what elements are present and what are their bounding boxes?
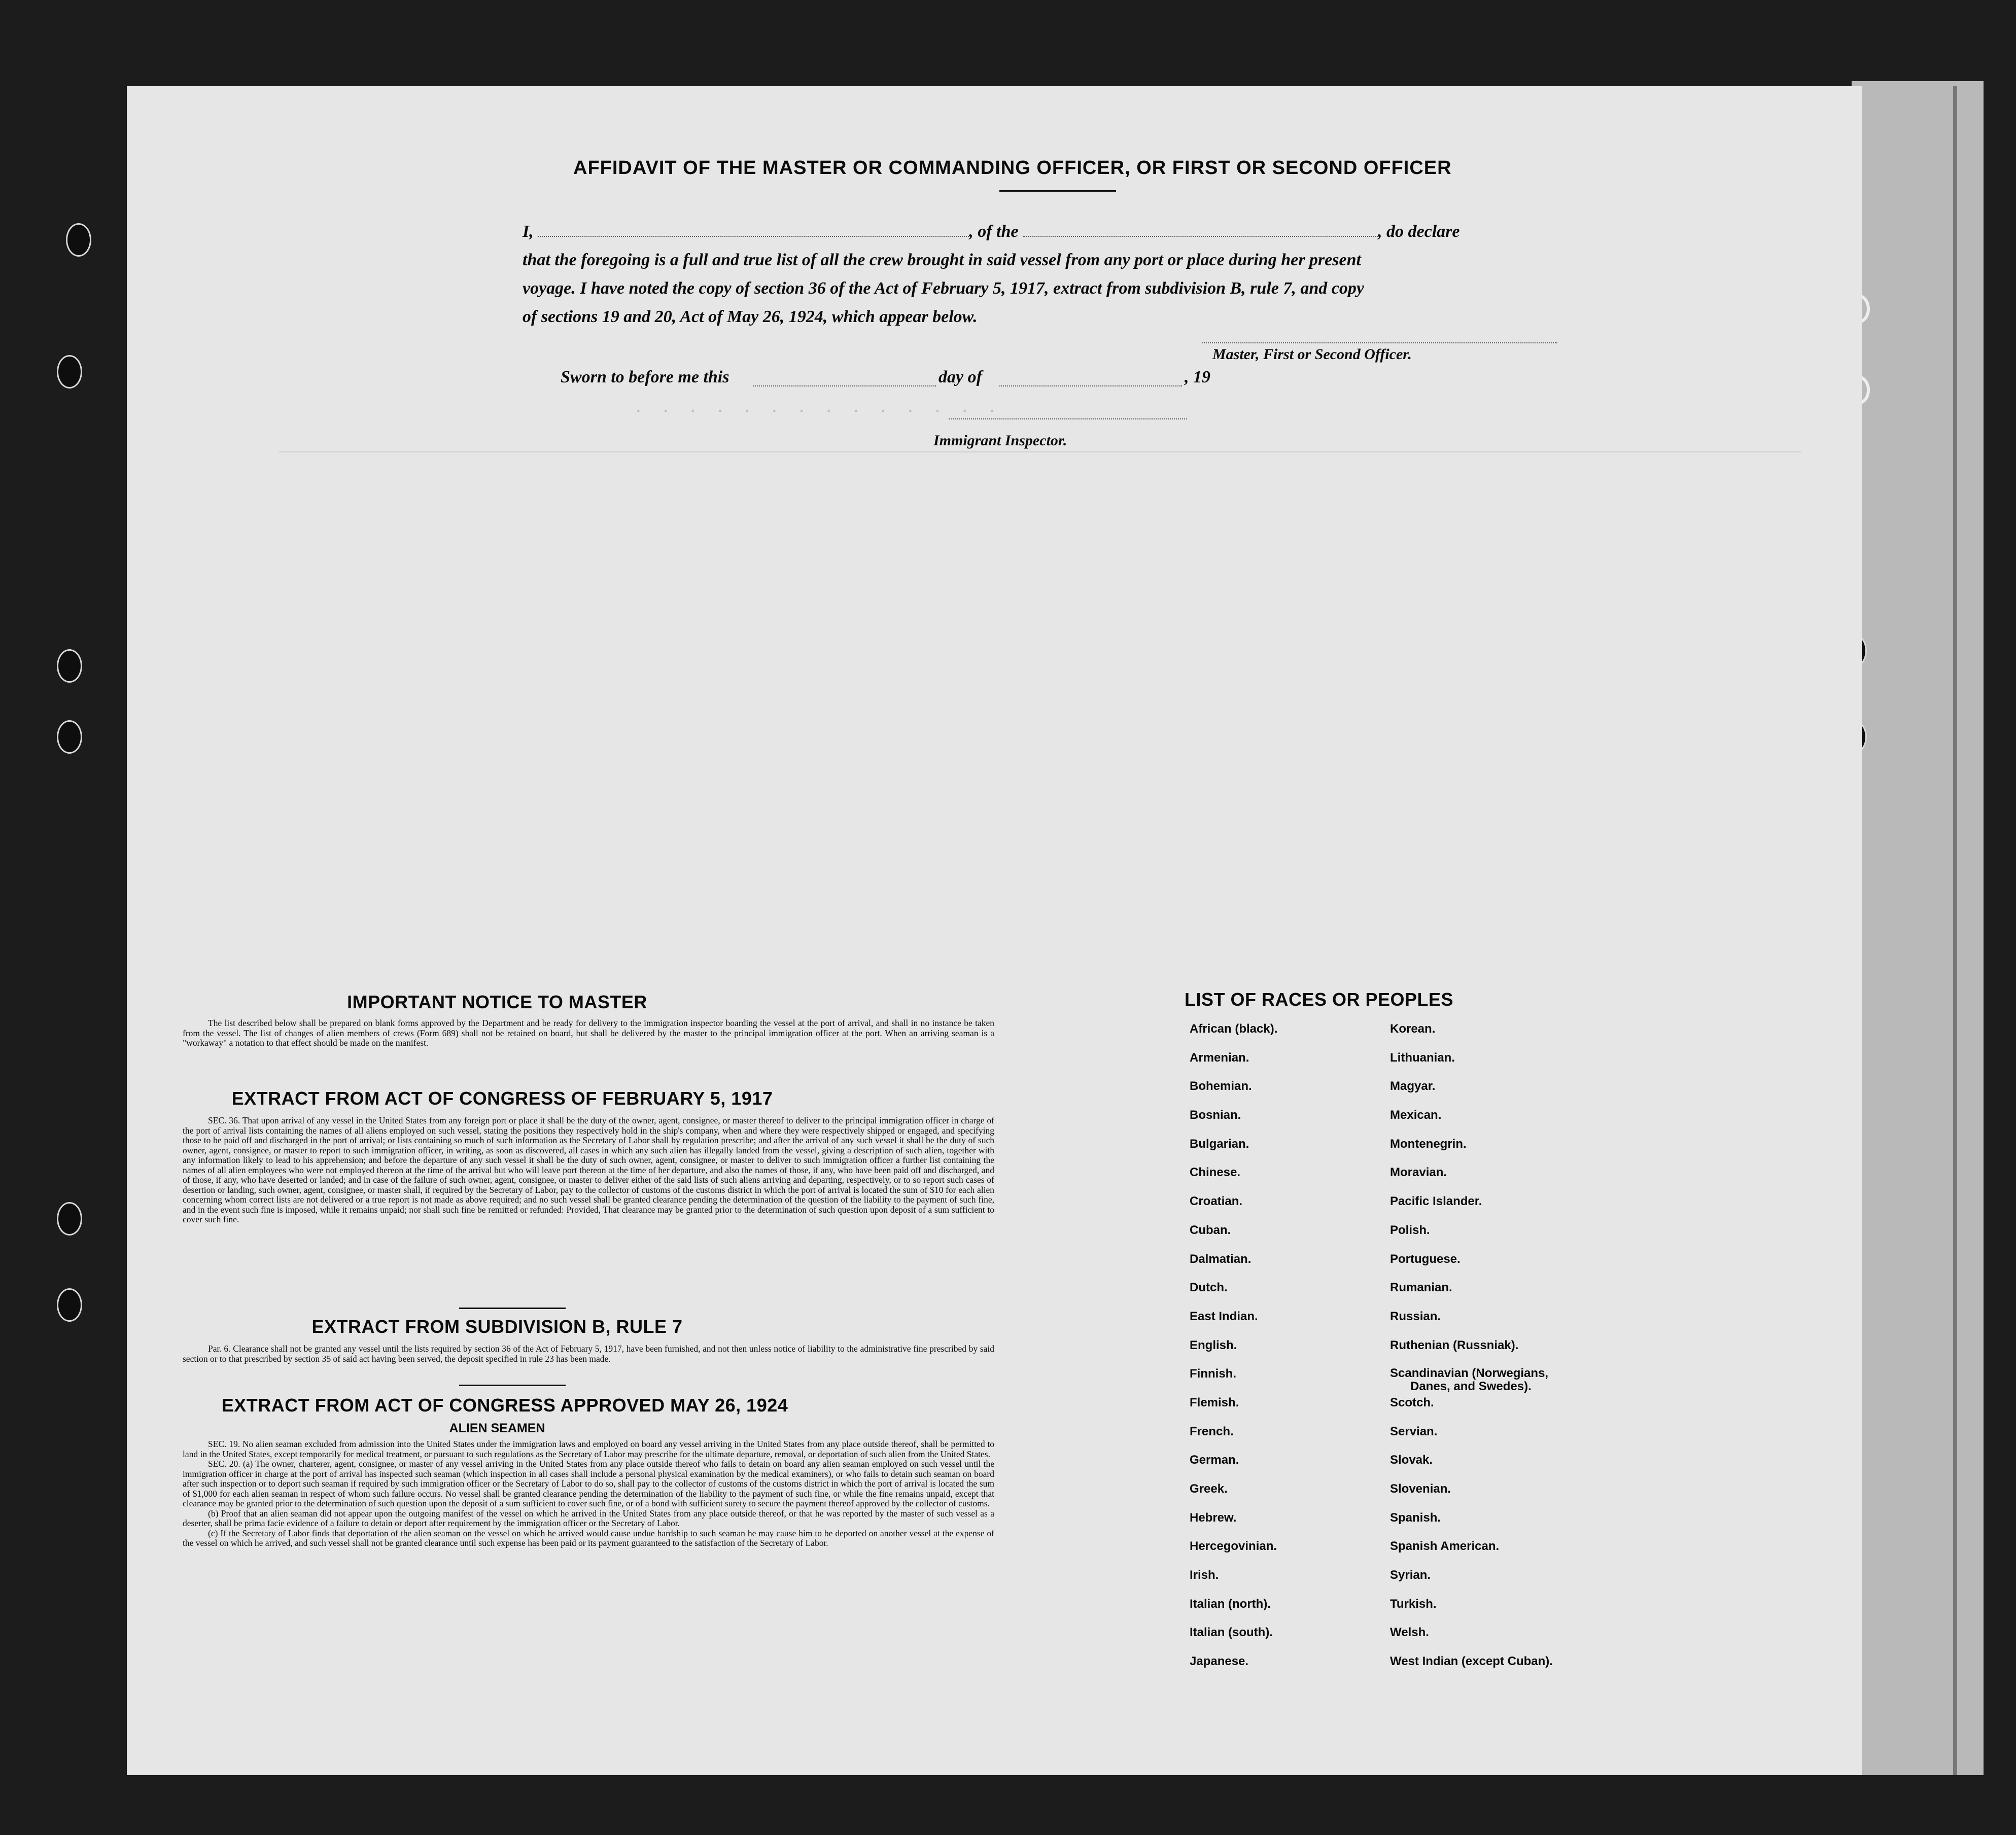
notice-to-master-body xyxy=(183,1018,994,1048)
notice-to-master-title: IMPORTANT NOTICE TO MASTER xyxy=(347,992,647,1012)
alien-seamen-subtitle: ALIEN SEAMEN xyxy=(449,1421,545,1435)
race-label: Scotch. xyxy=(1390,1395,1434,1409)
race-item xyxy=(1190,1281,1277,1310)
sworn-day-of: day of xyxy=(939,368,982,386)
affidavit-line-1 xyxy=(523,219,1628,244)
section-divider xyxy=(459,1308,566,1309)
race-item xyxy=(1190,1079,1277,1108)
race-label: Chinese. xyxy=(1190,1166,1241,1180)
race-item xyxy=(1190,1252,1277,1281)
race-label: Dutch. xyxy=(1190,1281,1228,1295)
race-item xyxy=(1190,1367,1277,1396)
binding-hole xyxy=(57,720,82,754)
affidavit-title: AFFIDAVIT OF THE MASTER OR COMMANDING OFFICER, OR FIRST OR SECOND OFFICER xyxy=(573,157,1452,179)
race-label: Italian (north). xyxy=(1190,1597,1271,1611)
race-label: Polish. xyxy=(1390,1223,1430,1237)
race-label: Spanish American. xyxy=(1390,1539,1500,1554)
sec19-paragraph: SEC. 19. No alien seaman excluded from admission into the United States under the immigration laws and employed on board any vessel arriving in the United States from any place outside thereof, shall be permitted to land in the United States, except temporarily for medical treatment, or pursuant to such regulations as the Secretary of Labor may prescribe for the ultimate departure, removal, or deportation of such alien from the United States. xyxy=(183,1439,994,1459)
race-item xyxy=(1190,1338,1277,1367)
race-label: French. xyxy=(1190,1424,1234,1438)
race-label: Dalmatian. xyxy=(1190,1252,1252,1266)
race-item xyxy=(1190,1511,1277,1540)
race-item xyxy=(1190,1223,1277,1252)
races-title: LIST OF RACES OR PEOPLES xyxy=(1184,989,1454,1010)
race-label: Magyar. xyxy=(1390,1079,1436,1093)
race-label: Turkish. xyxy=(1390,1597,1437,1611)
race-label: English. xyxy=(1190,1338,1237,1352)
extract-rule7-body xyxy=(183,1344,994,1364)
title-underline xyxy=(999,190,1116,192)
sec20a-paragraph: SEC. 20. (a) The owner, charterer, agent, consignee, or master of any vessel arriving in the United States from any place outside thereof who fails to detain on board any alien seaman employed on such vessel until the immigration officer in charge at the port of arrival has inspected such seaman (which inspection in all cases shall include a personal physical examination by the medical examiners), or who fails to detain such seaman on board after such inspection or to deport such seaman if required by such immigration officer or the Secretary of Labor to do so, shall pay to the collector of customs of the customs district in which the port of arrival is located the sum of $1,000 for each alien seaman in respect of whom such failure occurs. No vessel shall be granted clearance pending the determination of the liability to the payment of such fine, or while the fine remains unpaid, except that clearance may be granted prior to the determination of such question upon the deposit of a sum sufficient to cover such fine, or of a bond with sufficient surety to secure the payment thereof approved by the collector of customs. xyxy=(183,1459,994,1508)
race-item xyxy=(1390,1654,1553,1683)
race-label: Japanese. xyxy=(1190,1654,1249,1669)
race-item xyxy=(1190,1482,1277,1511)
race-item xyxy=(1390,1166,1553,1194)
extract-1924-body xyxy=(183,1439,994,1548)
race-item xyxy=(1390,1568,1553,1597)
race-label: Korean. xyxy=(1390,1022,1436,1036)
race-label: Greek. xyxy=(1190,1482,1228,1496)
page-edge-shadow xyxy=(1953,86,1957,1775)
race-label: Servian. xyxy=(1390,1424,1438,1438)
race-item xyxy=(1390,1367,1553,1396)
extract-rule7-title: EXTRACT FROM SUBDIVISION B, RULE 7 xyxy=(311,1316,683,1337)
race-label: Portuguese. xyxy=(1390,1252,1461,1266)
race-item xyxy=(1190,1194,1277,1223)
sec20b-paragraph: (b) Proof that an alien seaman did not appear upon the outgoing manifest of the vessel on which he arrived in the United States from any place outside thereof, or that he was reported by the master of such vessel as a deserter, shall be prima facie evidence of a failure to detain or deport after requirement by the immigration officer or the Secretary of Labor. xyxy=(183,1508,994,1528)
race-label: Rumanian. xyxy=(1390,1281,1452,1295)
races-left-column xyxy=(1190,1022,1277,1683)
section-divider xyxy=(459,1385,566,1386)
race-item xyxy=(1190,1051,1277,1080)
binding-hole xyxy=(57,1202,82,1236)
race-item xyxy=(1390,1482,1553,1511)
race-item xyxy=(1390,1310,1553,1338)
affidavit-line-3: voyage. I have noted the copy of section 36 of the Act of February 5, 1917, extract from subdivision B, rule 7, and copy xyxy=(523,279,1364,298)
race-item xyxy=(1190,1597,1277,1626)
affidavit-i: I, xyxy=(523,222,534,241)
affidavit-line-2: that the foregoing is a full and true list of all the crew brought in said vessel from any port or place during her present xyxy=(523,251,1361,269)
binding-hole xyxy=(57,649,82,683)
race-label: Ruthenian (Russniak). xyxy=(1390,1338,1519,1352)
race-label: Hercegovinian. xyxy=(1190,1539,1277,1554)
sworn-month-blank xyxy=(999,385,1182,386)
inspector-signature-line xyxy=(949,418,1187,419)
race-label: Welsh. xyxy=(1390,1626,1429,1640)
race-label: Montenegrin. xyxy=(1390,1137,1467,1151)
bleed-through-grid xyxy=(279,451,1801,1061)
sworn-prefix: Sworn to before me this xyxy=(561,368,729,386)
race-label: Lithuanian. xyxy=(1390,1050,1455,1065)
race-item xyxy=(1390,1079,1553,1108)
race-label: Cuban. xyxy=(1190,1223,1231,1237)
race-item xyxy=(1390,1396,1553,1425)
race-label: Spanish. xyxy=(1390,1510,1441,1525)
race-label: Pacific Islander. xyxy=(1390,1194,1482,1209)
race-label: Scandinavian (Norwegians, xyxy=(1390,1366,1549,1381)
sec20c-paragraph: (c) If the Secretary of Labor finds that deportation of the alien seaman on the vessel on which he arrived would cause undue hardship to such seaman he may cause him to be deported on another vessel at the expense of the vessel on which he arrived, and such vessel shall not be granted clearance until such expense has been paid or its payment guaranteed to the satisfaction of the Secretary of Labor. xyxy=(183,1528,994,1548)
race-item xyxy=(1390,1539,1553,1568)
race-label: German. xyxy=(1190,1453,1239,1467)
sec36-paragraph: SEC. 36. That upon arrival of any vessel in the United States from any foreign port or place it shall be the duty of the owner, agent, consignee, or master thereof to deliver to the principal immigration officer in charge of the port of arrival lists containing the names of all aliens employed on such vessel, stating the positions they respectively hold in the ship's company, when and where they were respectively shipped or engaged, and specifying those to be paid off and discharged in the port of arrival; or lists containing so much of such information as the Secretary of Labor shall by regulation prescribe; and after the arrival of any such vessel it shall be the duty of such owner, agent, consignee, or master to report to such immigration officer, in writing, as soon as discovered, all cases in which any such alien has illegally landed from the vessel, giving a description of such alien, together with any information likely to lead to his apprehension; and before the departure of any such vessel it shall be the duty of such owner, agent, consignee, or master to deliver to such immigration officer a further list containing the names of all alien employees who were not employed thereon at the time of the arrival but who will leave port thereon at the time of her departure, and also the names of those, if any, who have been paid off and discharged, and of those, if any, who have deserted or landed; and in case of the failure of such owner, agent, consignee, or master to deliver either of the said lists of such aliens arriving and departing, respectively, or to so report such cases of desertion or landing, such owner, agent, consignee, or master shall, if required by the Secretary of Labor, pay to the collector of customs of the customs district in which the port of arrival is located the sum of $10 for each alien concerning whom correct lists are not delivered or a true report is not made as above required; and no such vessel shall be granted clearance pending the determination of the question of the liability to the payment of such fine, and in the event such fine is imposed, while it remains unpaid; nor shall such fine be remitted or refunded: Provided, That clearance may be granted prior to the determination of such question upon deposit of a sum sufficient to cover such fine. xyxy=(183,1115,994,1224)
race-label: Irish. xyxy=(1190,1568,1219,1582)
master-signature-line xyxy=(1202,342,1557,343)
affidavit-line-4: of sections 19 and 20, Act of May 26, 1924, which appear below. xyxy=(523,307,978,326)
race-label: Bulgarian. xyxy=(1190,1137,1249,1151)
race-label-continued: Danes, and Swedes). xyxy=(1410,1380,1532,1394)
race-label: Italian (south). xyxy=(1190,1626,1273,1640)
race-label: Bosnian. xyxy=(1190,1108,1241,1122)
race-item xyxy=(1190,1137,1277,1166)
race-label: West Indian (except Cuban). xyxy=(1390,1654,1553,1669)
notice-paragraph: The list described below shall be prepared on blank forms approved by the Department and be ready for delivery to the immigration inspector boarding the vessel at the port of arrival, and shall in no instance be taken from the vessel. The list of changes of alien members of crews (Form 689) shall not be retained on board, but shall be delivered by the master to the principal immigration officer at the port. When an arriving seaman is a "workaway" a notation to that effect should be made on the manifest. xyxy=(183,1018,994,1048)
race-label: East Indian. xyxy=(1190,1309,1258,1323)
race-label: Syrian. xyxy=(1390,1568,1431,1582)
race-item xyxy=(1190,1626,1277,1654)
binding-hole xyxy=(66,223,91,257)
race-label: African (black). xyxy=(1190,1022,1278,1036)
race-label: Slovenian. xyxy=(1390,1482,1451,1496)
race-item xyxy=(1190,1453,1277,1482)
bleed-through-text: . . . . . . . . . . . . . . xyxy=(634,401,1001,416)
race-item xyxy=(1390,1511,1553,1540)
extract-1924-title: EXTRACT FROM ACT OF CONGRESS APPROVED MAY 26, 1924 xyxy=(221,1395,788,1416)
race-label: Finnish. xyxy=(1190,1367,1236,1381)
sworn-year: , 19 xyxy=(1185,368,1210,386)
race-item xyxy=(1390,1252,1553,1281)
race-item xyxy=(1390,1022,1553,1051)
binding-hole xyxy=(57,355,82,389)
race-item xyxy=(1190,1425,1277,1454)
race-item xyxy=(1190,1108,1277,1137)
race-item xyxy=(1390,1281,1553,1310)
race-item xyxy=(1390,1108,1553,1137)
affidavit-declare: , do declare xyxy=(1378,222,1460,241)
race-item xyxy=(1390,1137,1553,1166)
race-label: Russian. xyxy=(1390,1309,1441,1323)
document-page xyxy=(127,86,1862,1775)
race-label: Mexican. xyxy=(1390,1108,1442,1122)
race-item xyxy=(1190,1166,1277,1194)
race-label: Bohemian. xyxy=(1190,1079,1252,1093)
race-item xyxy=(1390,1597,1553,1626)
inspector-caption: Immigrant Inspector. xyxy=(933,432,1067,449)
extract-1917-body xyxy=(183,1116,994,1225)
race-label: Armenian. xyxy=(1190,1050,1249,1065)
affidavit-of-the: , of the xyxy=(969,222,1019,241)
race-item xyxy=(1190,1568,1277,1597)
binding-hole xyxy=(57,1288,82,1322)
race-label: Flemish. xyxy=(1190,1395,1239,1409)
race-item xyxy=(1390,1338,1553,1367)
underlying-sheet-edge xyxy=(1852,81,1984,1775)
race-item xyxy=(1190,1396,1277,1425)
race-item xyxy=(1390,1425,1553,1454)
extract-1917-title: EXTRACT FROM ACT OF CONGRESS OF FEBRUARY 5, 1917 xyxy=(231,1088,773,1109)
race-item xyxy=(1190,1310,1277,1338)
rule7-paragraph: Par. 6. Clearance shall not be granted any vessel until the lists required by section 36 of the Act of February 5, 1917, have been furnished, and not then unless notice of liability to the administrative fine prescribed by said section or to that prescribed by section 35 of said act having been served, the deposit specified in rule 23 has been made. xyxy=(183,1344,994,1364)
race-item xyxy=(1390,1453,1553,1482)
race-label: Croatian. xyxy=(1190,1194,1243,1209)
races-right-column xyxy=(1390,1022,1553,1683)
sworn-day-blank xyxy=(753,385,936,386)
race-item xyxy=(1190,1539,1277,1568)
race-item xyxy=(1190,1654,1277,1683)
race-item xyxy=(1390,1051,1553,1080)
vessel-blank xyxy=(1023,236,1378,237)
race-item xyxy=(1390,1626,1553,1654)
race-item xyxy=(1190,1022,1277,1051)
race-label: Hebrew. xyxy=(1190,1510,1237,1525)
race-label: Slovak. xyxy=(1390,1453,1433,1467)
name-blank xyxy=(538,236,969,237)
race-label: Moravian. xyxy=(1390,1166,1447,1180)
race-item xyxy=(1390,1223,1553,1252)
race-item xyxy=(1390,1194,1553,1223)
master-caption: Master, First or Second Officer. xyxy=(1212,346,1412,363)
